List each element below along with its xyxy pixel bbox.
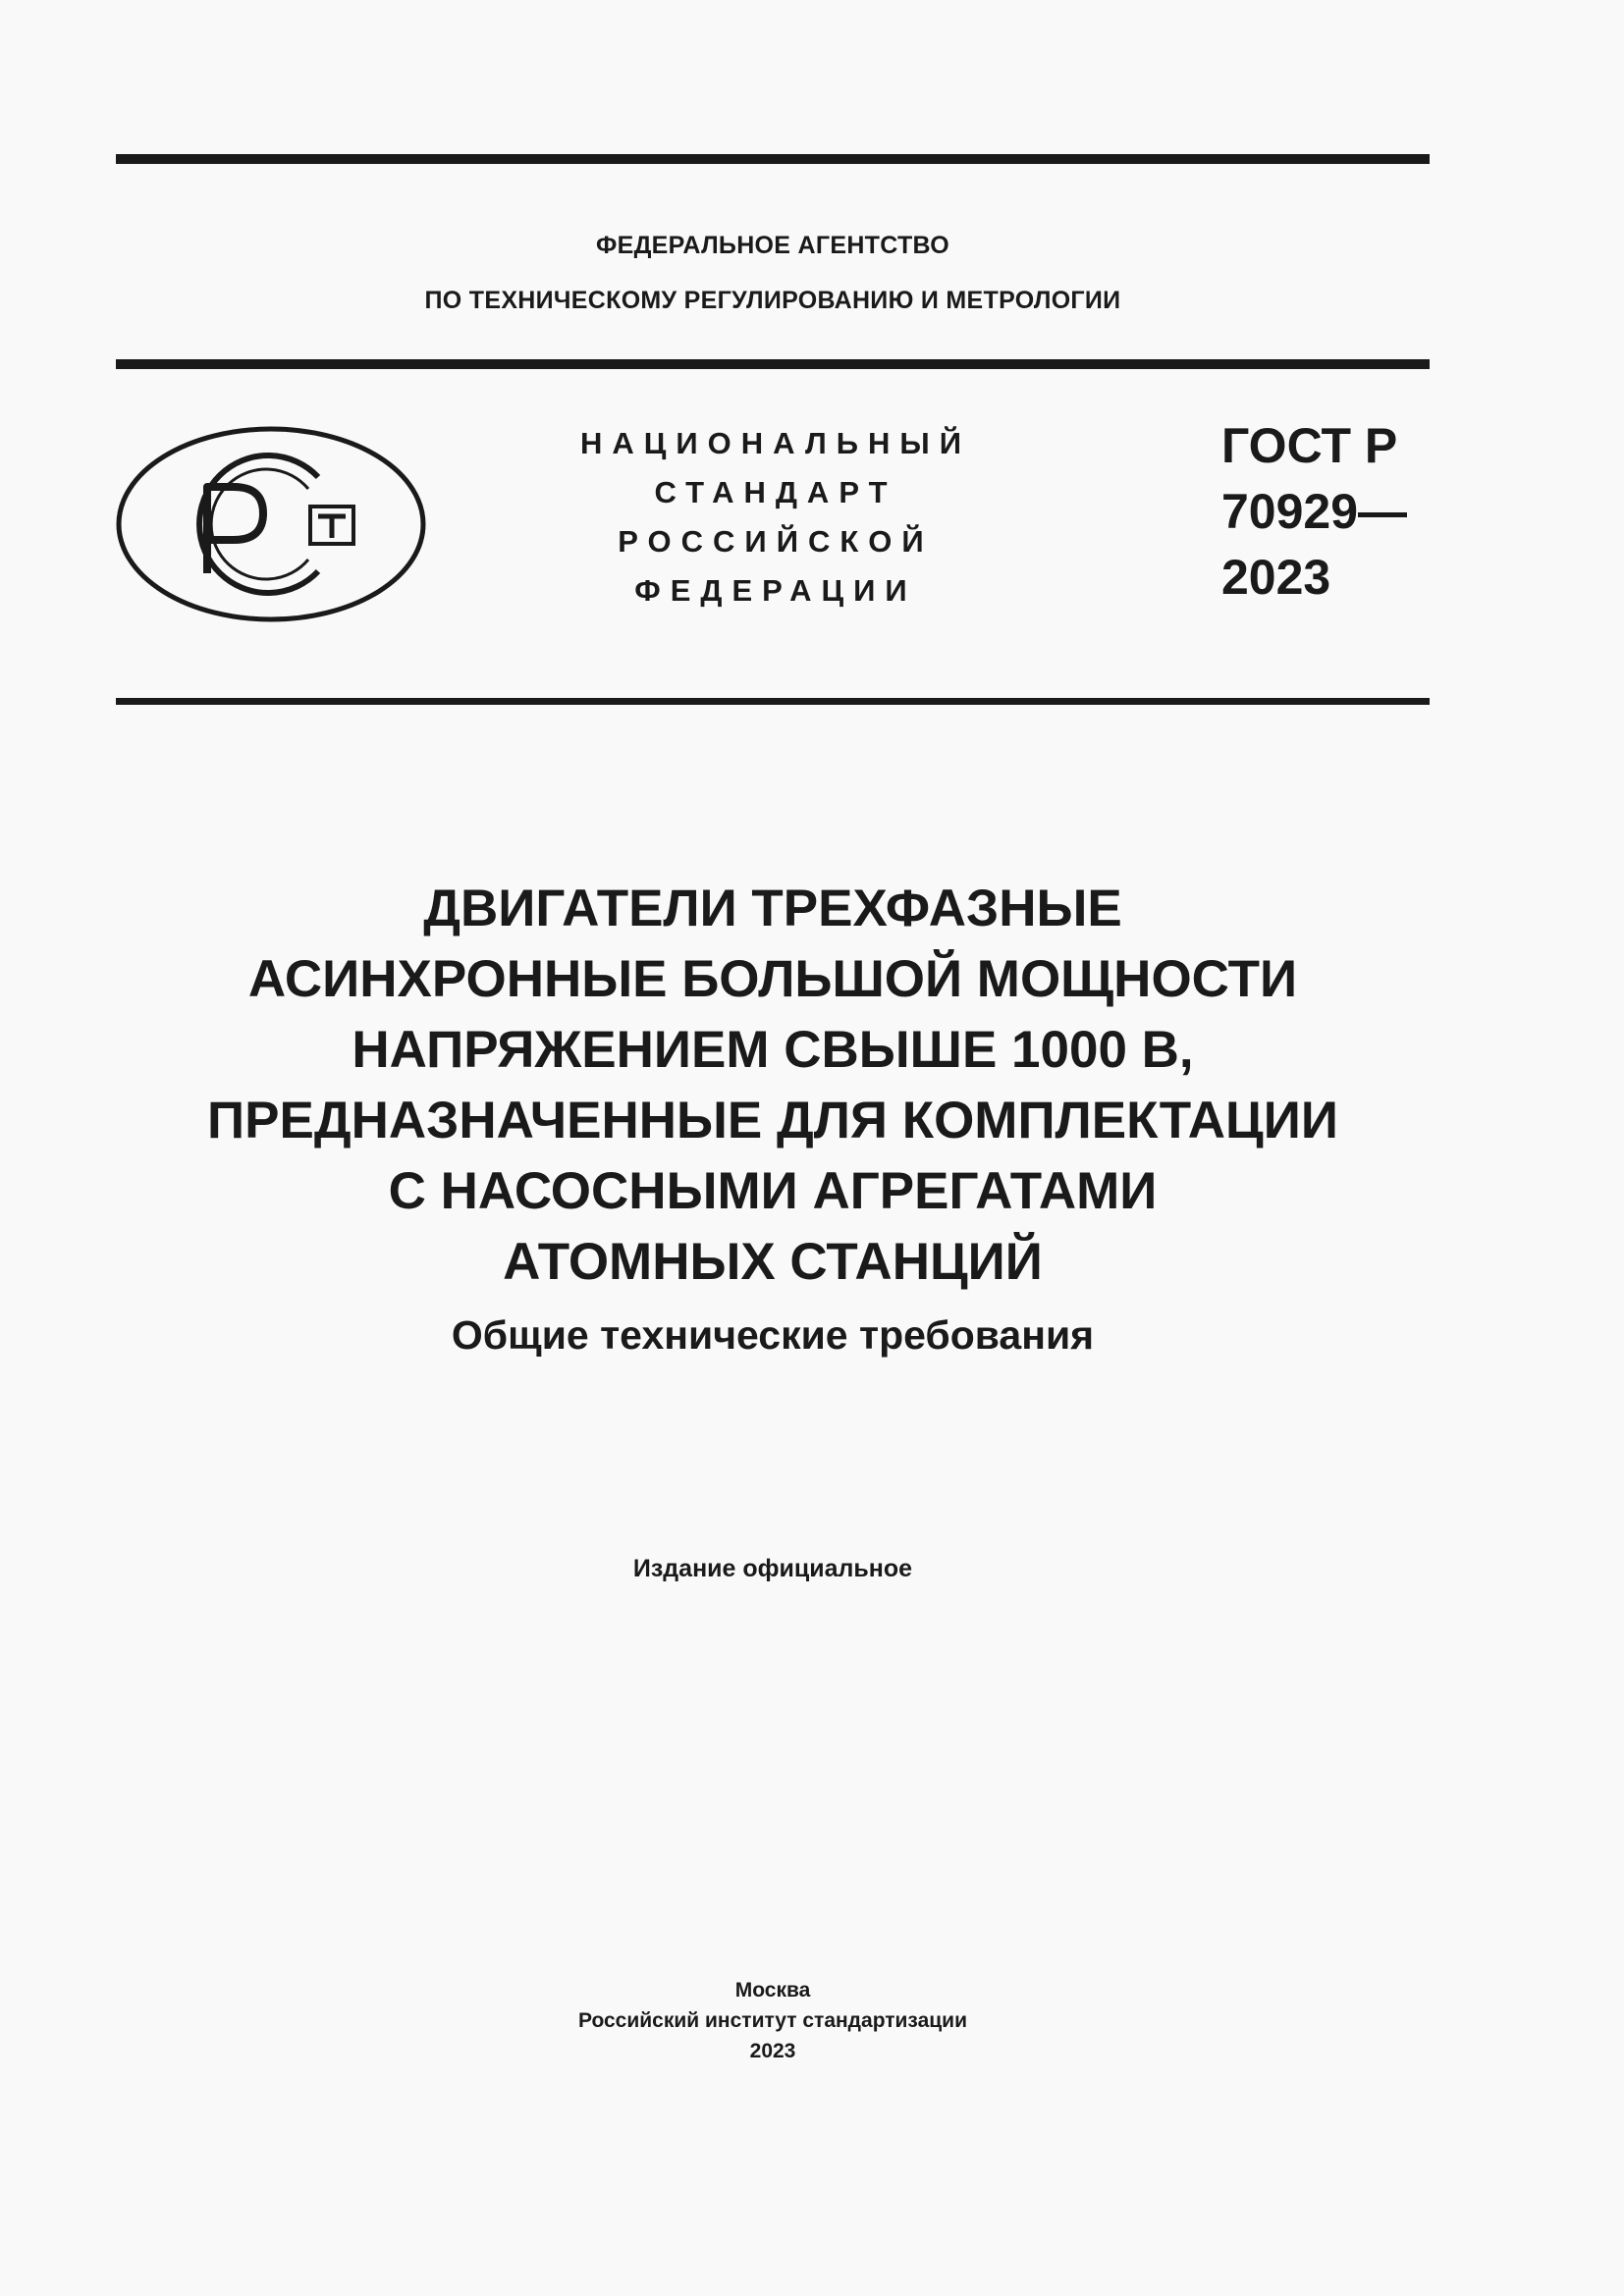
title-line: С НАСОСНЫМИ АГРЕГАТАМИ [388,1162,1158,1220]
edition-note: Издание официальное [632,1555,913,1582]
agency-bottom-rule [116,359,1430,369]
national-standard-line-2: СТАНДАРТ [654,475,897,509]
designation-line-2: 70929— [1221,484,1408,539]
top-rule [116,154,1430,164]
designation-line-3: 2023 [1221,550,1331,605]
document-title [116,874,1430,1298]
imprint-city: Москва [734,1979,811,2002]
imprint-publisher: Российский институт стандартизации [577,2009,968,2032]
agency-heading [116,218,1430,328]
rst-certification-mark-icon [116,426,426,622]
title-line: АСИНХРОННЫЕ БОЛЬШОЙ МОЩНОСТИ [247,950,1298,1008]
header-bottom-rule [116,698,1430,705]
national-standard-label [535,419,1016,615]
publisher-imprint [116,1975,1430,2066]
title-line: НАПРЯЖЕНИЕМ СВЫШЕ 1000 В, [352,1021,1194,1079]
designation-line-1: ГОСТ Р [1221,418,1398,473]
title-line: АТОМНЫХ СТАНЦИЙ [503,1233,1043,1291]
national-standard-line-4: ФЕДЕРАЦИИ [634,573,917,608]
standard-designation [1221,413,1407,611]
document-subtitle: Общие технические требования [451,1312,1095,1358]
title-line: ПРЕДНАЗНАЧЕННЫЕ ДЛЯ КОМПЛЕКТАЦИИ [207,1092,1338,1149]
national-standard-line-1: НАЦИОНАЛЬНЫЙ [579,426,972,460]
agency-line-2: ПО ТЕХНИЧЕСКОМУ РЕГУЛИРОВАНИЮ И МЕТРОЛОГИИ [424,287,1121,314]
agency-line-1: ФЕДЕРАЛЬНОЕ АГЕНТСТВО [595,232,950,259]
title-line: ДВИГАТЕЛИ ТРЕХФАЗНЫЕ [423,880,1122,937]
imprint-year: 2023 [749,2040,796,2062]
national-standard-line-3: РОССИЙСКОЙ [618,524,934,559]
